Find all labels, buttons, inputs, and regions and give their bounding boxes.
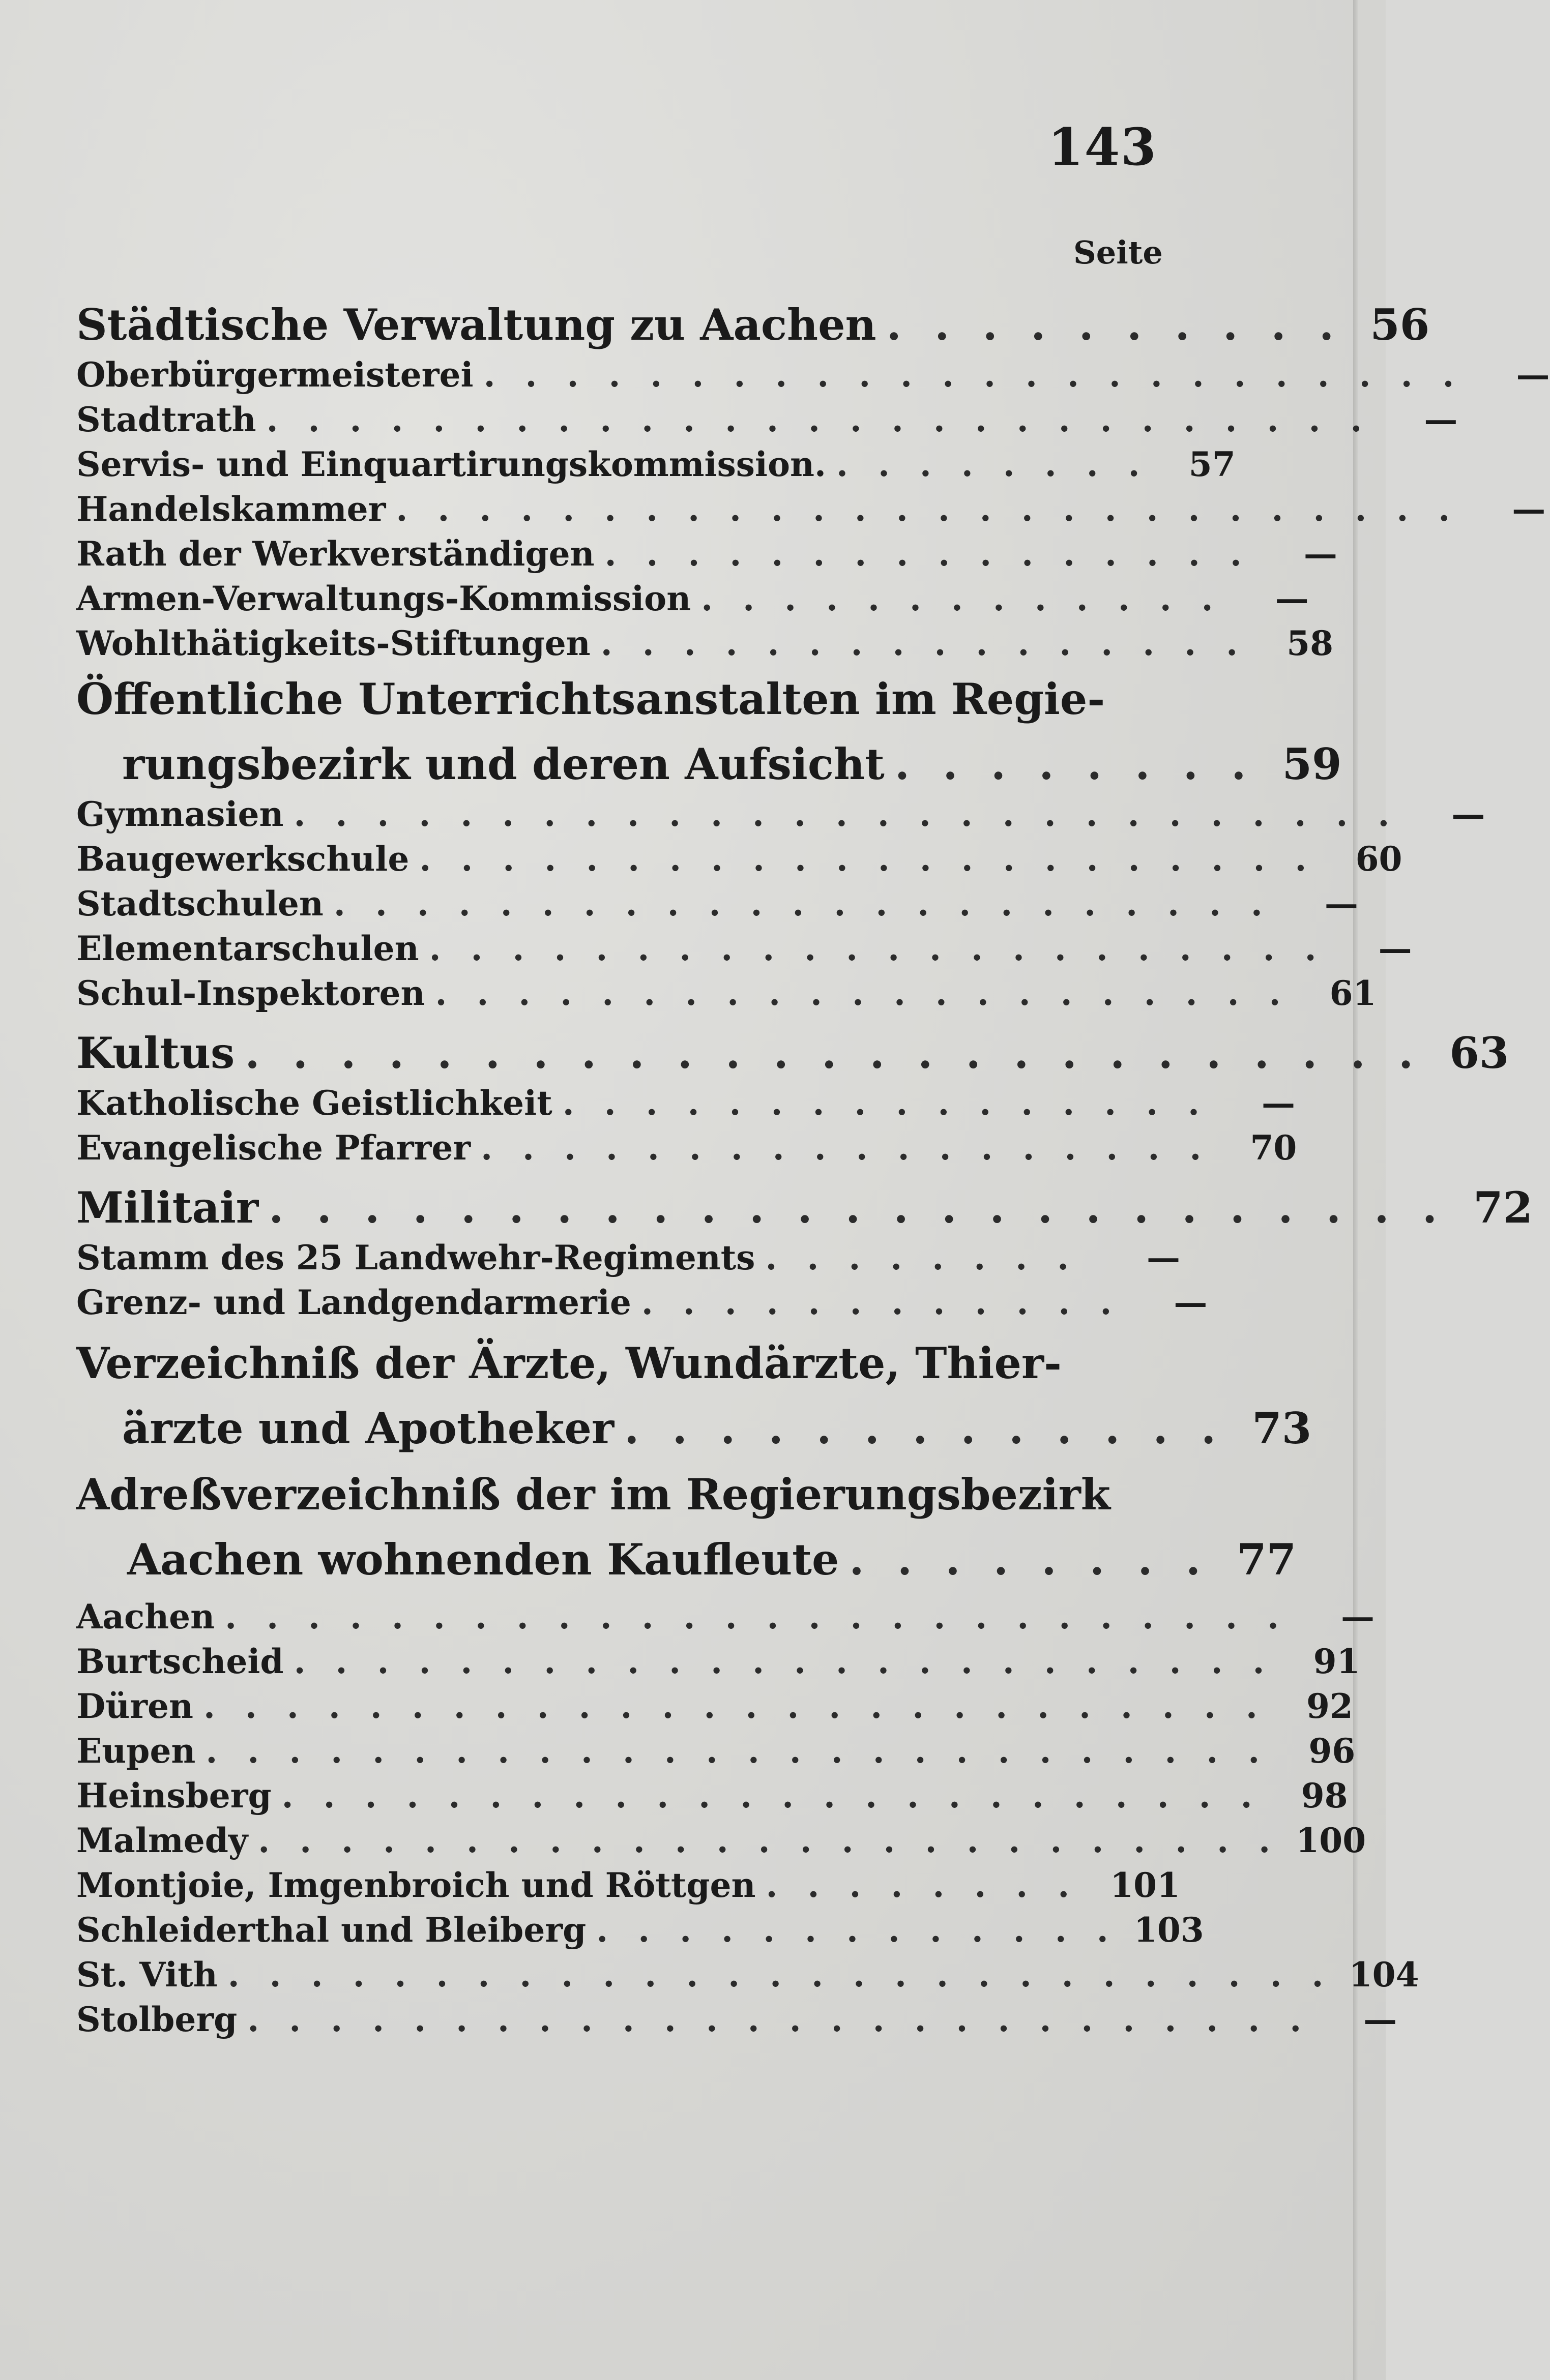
toc-entry-continuation <box>76 1388 1312 1453</box>
toc-entry-title: Eupen <box>76 1731 196 1771</box>
toc-entry-page: 103 <box>1133 1910 1204 1950</box>
toc-subentry <box>76 1078 1296 1123</box>
leader-dots: . . . . . . . . . . . . . . . . . . . . . . . . <box>281 1776 1262 1816</box>
toc-entry-title: Elementarschulen <box>76 929 419 968</box>
toc-entry-title: Adreßverzeichniß der im Regierungsbezirk <box>76 1469 1110 1520</box>
leader-dots: . . . . . . . . . . . . . . . . . . . . . . . . <box>294 1642 1274 1681</box>
toc-subentry <box>76 1592 1374 1637</box>
toc-entry <box>76 1168 1533 1233</box>
toc-subentry <box>76 968 1377 1013</box>
toc-subentry <box>76 924 1412 968</box>
toc-subentry <box>76 834 1402 879</box>
toc-subentry <box>76 395 1458 439</box>
toc-entry-title: Wohlthätigkeits-Stiftungen <box>76 623 591 663</box>
toc-entry-title: Düren <box>76 1686 193 1726</box>
leader-dots: . . . . . . . . . . . . . . . . . . . . . . . . . <box>258 1821 1280 1860</box>
leader-dots: . . . . . . . . <box>894 739 1255 789</box>
toc-entry-page: 58 <box>1286 623 1334 663</box>
toc-entry-page: — <box>1516 355 1550 395</box>
toc-entry-page: — <box>1275 579 1309 618</box>
toc-entry-page: — <box>1303 534 1337 574</box>
leader-dots: . . . . . . . . <box>766 1865 1079 1905</box>
toc-entry-page: 77 <box>1237 1534 1297 1585</box>
toc-entry-page: 104 <box>1349 1955 1419 1995</box>
leader-dots: . . . . . . . . . . . . . . . . <box>562 1083 1209 1123</box>
leader-dots: . . . . . . . . . . . . . <box>624 1403 1225 1453</box>
toc-entry-page: — <box>1363 2000 1397 2039</box>
toc-subentry <box>76 618 1334 663</box>
toc-entry-page: — <box>1340 1597 1374 1637</box>
toc-subentry <box>76 879 1358 924</box>
toc-subentry <box>76 789 1485 834</box>
toc-entry-title: Baugewerkschule <box>76 839 410 879</box>
toc-entry-page: — <box>1262 1083 1296 1123</box>
toc-entry-title: Schleiderthal und Bleiberg <box>76 1910 587 1950</box>
toc-subentry <box>76 1950 1419 1995</box>
leader-dots: . . . . . . . . . . . . . <box>596 1910 1118 1950</box>
toc-entry-title: Burtscheid <box>76 1642 284 1681</box>
toc-entry-page: 60 <box>1355 839 1402 879</box>
toc-subentry <box>76 1233 1180 1277</box>
toc-entry-title: Oberbürgermeisterei <box>76 355 474 395</box>
toc-entry-title: Grenz- und Landgendarmerie <box>76 1283 631 1322</box>
leader-dots: . . . . . . . . . . . . . . . . . . . . . . . . . . <box>396 489 1459 529</box>
toc-entry-page: 59 <box>1282 739 1342 789</box>
toc-entry-title: Verzeichniß der Ärzte, Wundärzte, Thier- <box>76 1338 1062 1388</box>
toc-subentry <box>76 1681 1353 1726</box>
toc-entry-title: Servis- und Einquartirungskommission. <box>76 444 826 484</box>
toc-entry-page: 70 <box>1250 1128 1297 1168</box>
toc-subentry <box>76 1860 1180 1905</box>
toc-entry-page: 100 <box>1296 1821 1366 1860</box>
toc-entry-page: 56 <box>1370 300 1430 350</box>
leader-dots: . . . . . . . . . . . . . . . . <box>600 623 1247 663</box>
toc-entry-page: 57 <box>1188 444 1236 484</box>
toc-entry-page: — <box>1512 489 1546 529</box>
toc-entry-page: 61 <box>1329 973 1377 1013</box>
leader-dots: . . . . . . . . . . . . . . . . . . . . . . . . . . <box>225 1597 1288 1637</box>
leader-dots: . . . . . . . . . . . . . . . . . . . . . . . . . . . <box>294 794 1399 834</box>
toc-entry <box>76 1453 1180 1520</box>
toc-entry-title: Montjoie, Imgenbroich und Röttgen <box>76 1865 756 1905</box>
toc-entry-title: Stolberg <box>76 2000 238 2039</box>
toc-subentry <box>76 484 1546 529</box>
toc-entry-title: Militair <box>76 1182 259 1233</box>
toc-entry-title: Stamm des 25 Landwehr-Regiments <box>76 1238 755 1277</box>
page-number: 143 <box>1048 117 1157 177</box>
toc-entry-title: rungsbezirk und deren Aufsicht <box>122 739 885 789</box>
toc-subentry <box>76 1726 1356 1771</box>
toc-subentry <box>76 439 1236 484</box>
column-header-seite: Seite <box>1073 234 1163 271</box>
toc-entry-title: Städtische Verwaltung zu Aachen <box>76 300 876 350</box>
toc-entry-page: — <box>1451 794 1485 834</box>
toc-subentry <box>76 529 1337 574</box>
toc-entry-title: St. Vith <box>76 1955 218 1995</box>
toc-entry-page: — <box>1378 929 1412 968</box>
leader-dots: . . . . . . . . . . . . . <box>701 579 1222 618</box>
leader-dots: . . . . . . . . . . . . . . . . . . . . . . . . . . <box>247 2000 1311 2039</box>
toc-entry-page: 72 <box>1473 1182 1533 1233</box>
leader-dots: . . . . . . . . . . . . . . . . . . . . . . . . <box>483 355 1464 395</box>
toc-entry-page: 96 <box>1308 1731 1356 1771</box>
toc-entry-title: Armen-Verwaltungs-Kommission <box>76 579 691 618</box>
toc-subentry <box>76 1816 1366 1860</box>
leader-dots: . . . . . . . . . . <box>886 300 1343 350</box>
toc-entry-title: Stadtrath <box>76 400 256 439</box>
leader-dots: . . . . . . . . . . . . . . . . . . . . . . <box>419 839 1316 879</box>
toc-subentry <box>76 350 1550 395</box>
toc-entry-title: Katholische Geistlichkeit <box>76 1083 552 1123</box>
leader-dots: . . . . . . . . . . . . . . . . . . . . . . . . . <box>269 1182 1447 1233</box>
leader-dots: . . . . . . . . . . . . . . . . . . <box>481 1128 1211 1168</box>
toc-subentry <box>76 574 1309 618</box>
toc-entry <box>76 285 1430 350</box>
toc-entry-title: Gymnasien <box>76 794 284 834</box>
leader-dots: . . . . . . . . . . . . <box>641 1283 1121 1322</box>
leader-dots: . . . . . . . . <box>836 444 1149 484</box>
toc-entry-page: 101 <box>1110 1865 1180 1905</box>
toc-entry-title: Rath der Werkverständigen <box>76 534 595 574</box>
toc-subentry <box>76 1771 1348 1816</box>
leader-dots: . . . . . . . . . . . . . . . . . . . . . . . . . <box>245 1028 1423 1078</box>
toc-entry-title: ärzte und Apotheker <box>122 1403 615 1453</box>
toc-entry-page: 92 <box>1306 1686 1353 1726</box>
toc-entry-page: 63 <box>1449 1028 1509 1078</box>
toc-entry-title: Kultus <box>76 1028 235 1078</box>
toc-subentry <box>76 1905 1204 1950</box>
toc-entry-continuation <box>76 1520 1297 1585</box>
leader-dots: . . . . . . . . . . . . . . . . . . . . . <box>435 973 1290 1013</box>
toc-subentry <box>76 1637 1360 1681</box>
toc-entry <box>76 1322 1180 1388</box>
leader-dots: . . . . . . . . . . . . . . . . . . . . . . . . . . <box>206 1731 1269 1771</box>
toc-entry-page: — <box>1147 1238 1180 1277</box>
toc-entry-title: Handelskammer <box>76 489 386 529</box>
toc-entry-title: Malmedy <box>76 1821 248 1860</box>
toc-entry <box>76 1013 1509 1078</box>
table-of-contents <box>76 285 1550 2039</box>
toc-entry-title: Öffentliche Unterrichtsanstalten im Regie- <box>76 674 1105 724</box>
leader-dots: . . . . . . . . . . . . . . . . . . . . . . . . . . . <box>266 400 1371 439</box>
toc-entry-page: — <box>1174 1283 1208 1322</box>
toc-entry-title: Stadtschulen <box>76 884 324 924</box>
toc-subentry <box>76 1277 1208 1322</box>
leader-dots: . . . . . . . . . . . . . . . . <box>604 534 1251 574</box>
toc-entry-page: 91 <box>1313 1642 1360 1681</box>
toc-entry-continuation <box>76 724 1342 789</box>
toc-subentry <box>76 1123 1297 1168</box>
toc-entry-title: Aachen wohnenden Kaufleute <box>127 1534 839 1585</box>
leader-dots: . . . . . . . . . . . . . . . . . . . . . . . . . . . <box>227 1955 1333 1995</box>
leader-dots: . . . . . . . . . . . . . . . . . . . . . . . . . . <box>203 1686 1267 1726</box>
toc-subentry <box>76 1995 1397 2039</box>
toc-entry-title: Aachen <box>76 1597 215 1637</box>
toc-entry-page: 73 <box>1252 1403 1312 1453</box>
toc-entry-page: — <box>1324 884 1358 924</box>
leader-dots: . . . . . . . . . . . . . . . . . . . . . . . <box>333 884 1272 924</box>
toc-entry <box>76 663 1180 724</box>
leader-dots: . . . . . . . . <box>765 1238 1078 1277</box>
toc-entry-title: Schul-Inspektoren <box>76 973 425 1013</box>
toc-entry-title: Evangelische Pfarrer <box>76 1128 471 1168</box>
toc-entry-page: — <box>1424 400 1458 439</box>
toc-entry-page: 98 <box>1301 1776 1348 1816</box>
toc-entry-title: Heinsberg <box>76 1776 272 1816</box>
leader-dots: . . . . . . . . <box>849 1534 1210 1585</box>
leader-dots: . . . . . . . . . . . . . . . . . . . . . . <box>429 929 1326 968</box>
